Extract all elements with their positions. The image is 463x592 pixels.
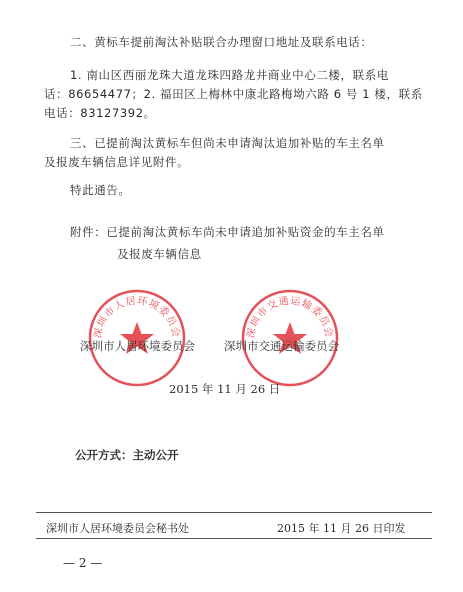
attachment-line-1: 附件：已提前淘汰黄标车尚未申请追加补贴资金的车主名单 bbox=[70, 225, 385, 239]
section-three-line-2: 及报废车辆信息详见附件。 bbox=[44, 155, 190, 169]
address-line-1: 1. 南山区西丽龙珠大道龙珠四路龙井商业中心二楼，联系电 bbox=[70, 68, 389, 82]
footer-bottom-rule bbox=[36, 538, 432, 539]
attachment-line-2: 及报废车辆信息 bbox=[117, 247, 202, 261]
section-two-heading: 二、黄标车提前淘汰补贴联合办理窗口地址及联系电话： bbox=[70, 35, 373, 49]
footer-top-rule bbox=[36, 512, 432, 513]
section-three-line-1: 三、已提前淘汰黄标车但尚未申请淘汰追加补贴的车主名单 bbox=[70, 136, 385, 150]
footer-issue-date: 2015 年 11 月 26 日印发 bbox=[277, 522, 406, 535]
address-line-3: 电话：83127392。 bbox=[44, 106, 156, 120]
left-seal-text: 深圳市人居环境委员会 bbox=[92, 295, 182, 340]
right-seal-text: 深圳市交通运输委员会 bbox=[245, 295, 335, 340]
footer-issuer: 深圳市人居环境委员会秘书处 bbox=[46, 522, 189, 535]
page-number: — 2 — bbox=[63, 556, 103, 570]
issue-date: 2015 年 11 月 26 日 bbox=[169, 382, 281, 396]
right-signatory: 深圳市交通运输委员会 bbox=[224, 339, 339, 353]
address-line-2: 话：86654477；2. 福田区上梅林中康北路梅坳六路 6 号 1 楼，联系 bbox=[44, 87, 423, 101]
left-signatory: 深圳市人居环境委员会 bbox=[80, 339, 195, 353]
closing-notice: 特此通告。 bbox=[70, 183, 131, 197]
disclosure-method: 公开方式：主动公开 bbox=[75, 448, 179, 462]
